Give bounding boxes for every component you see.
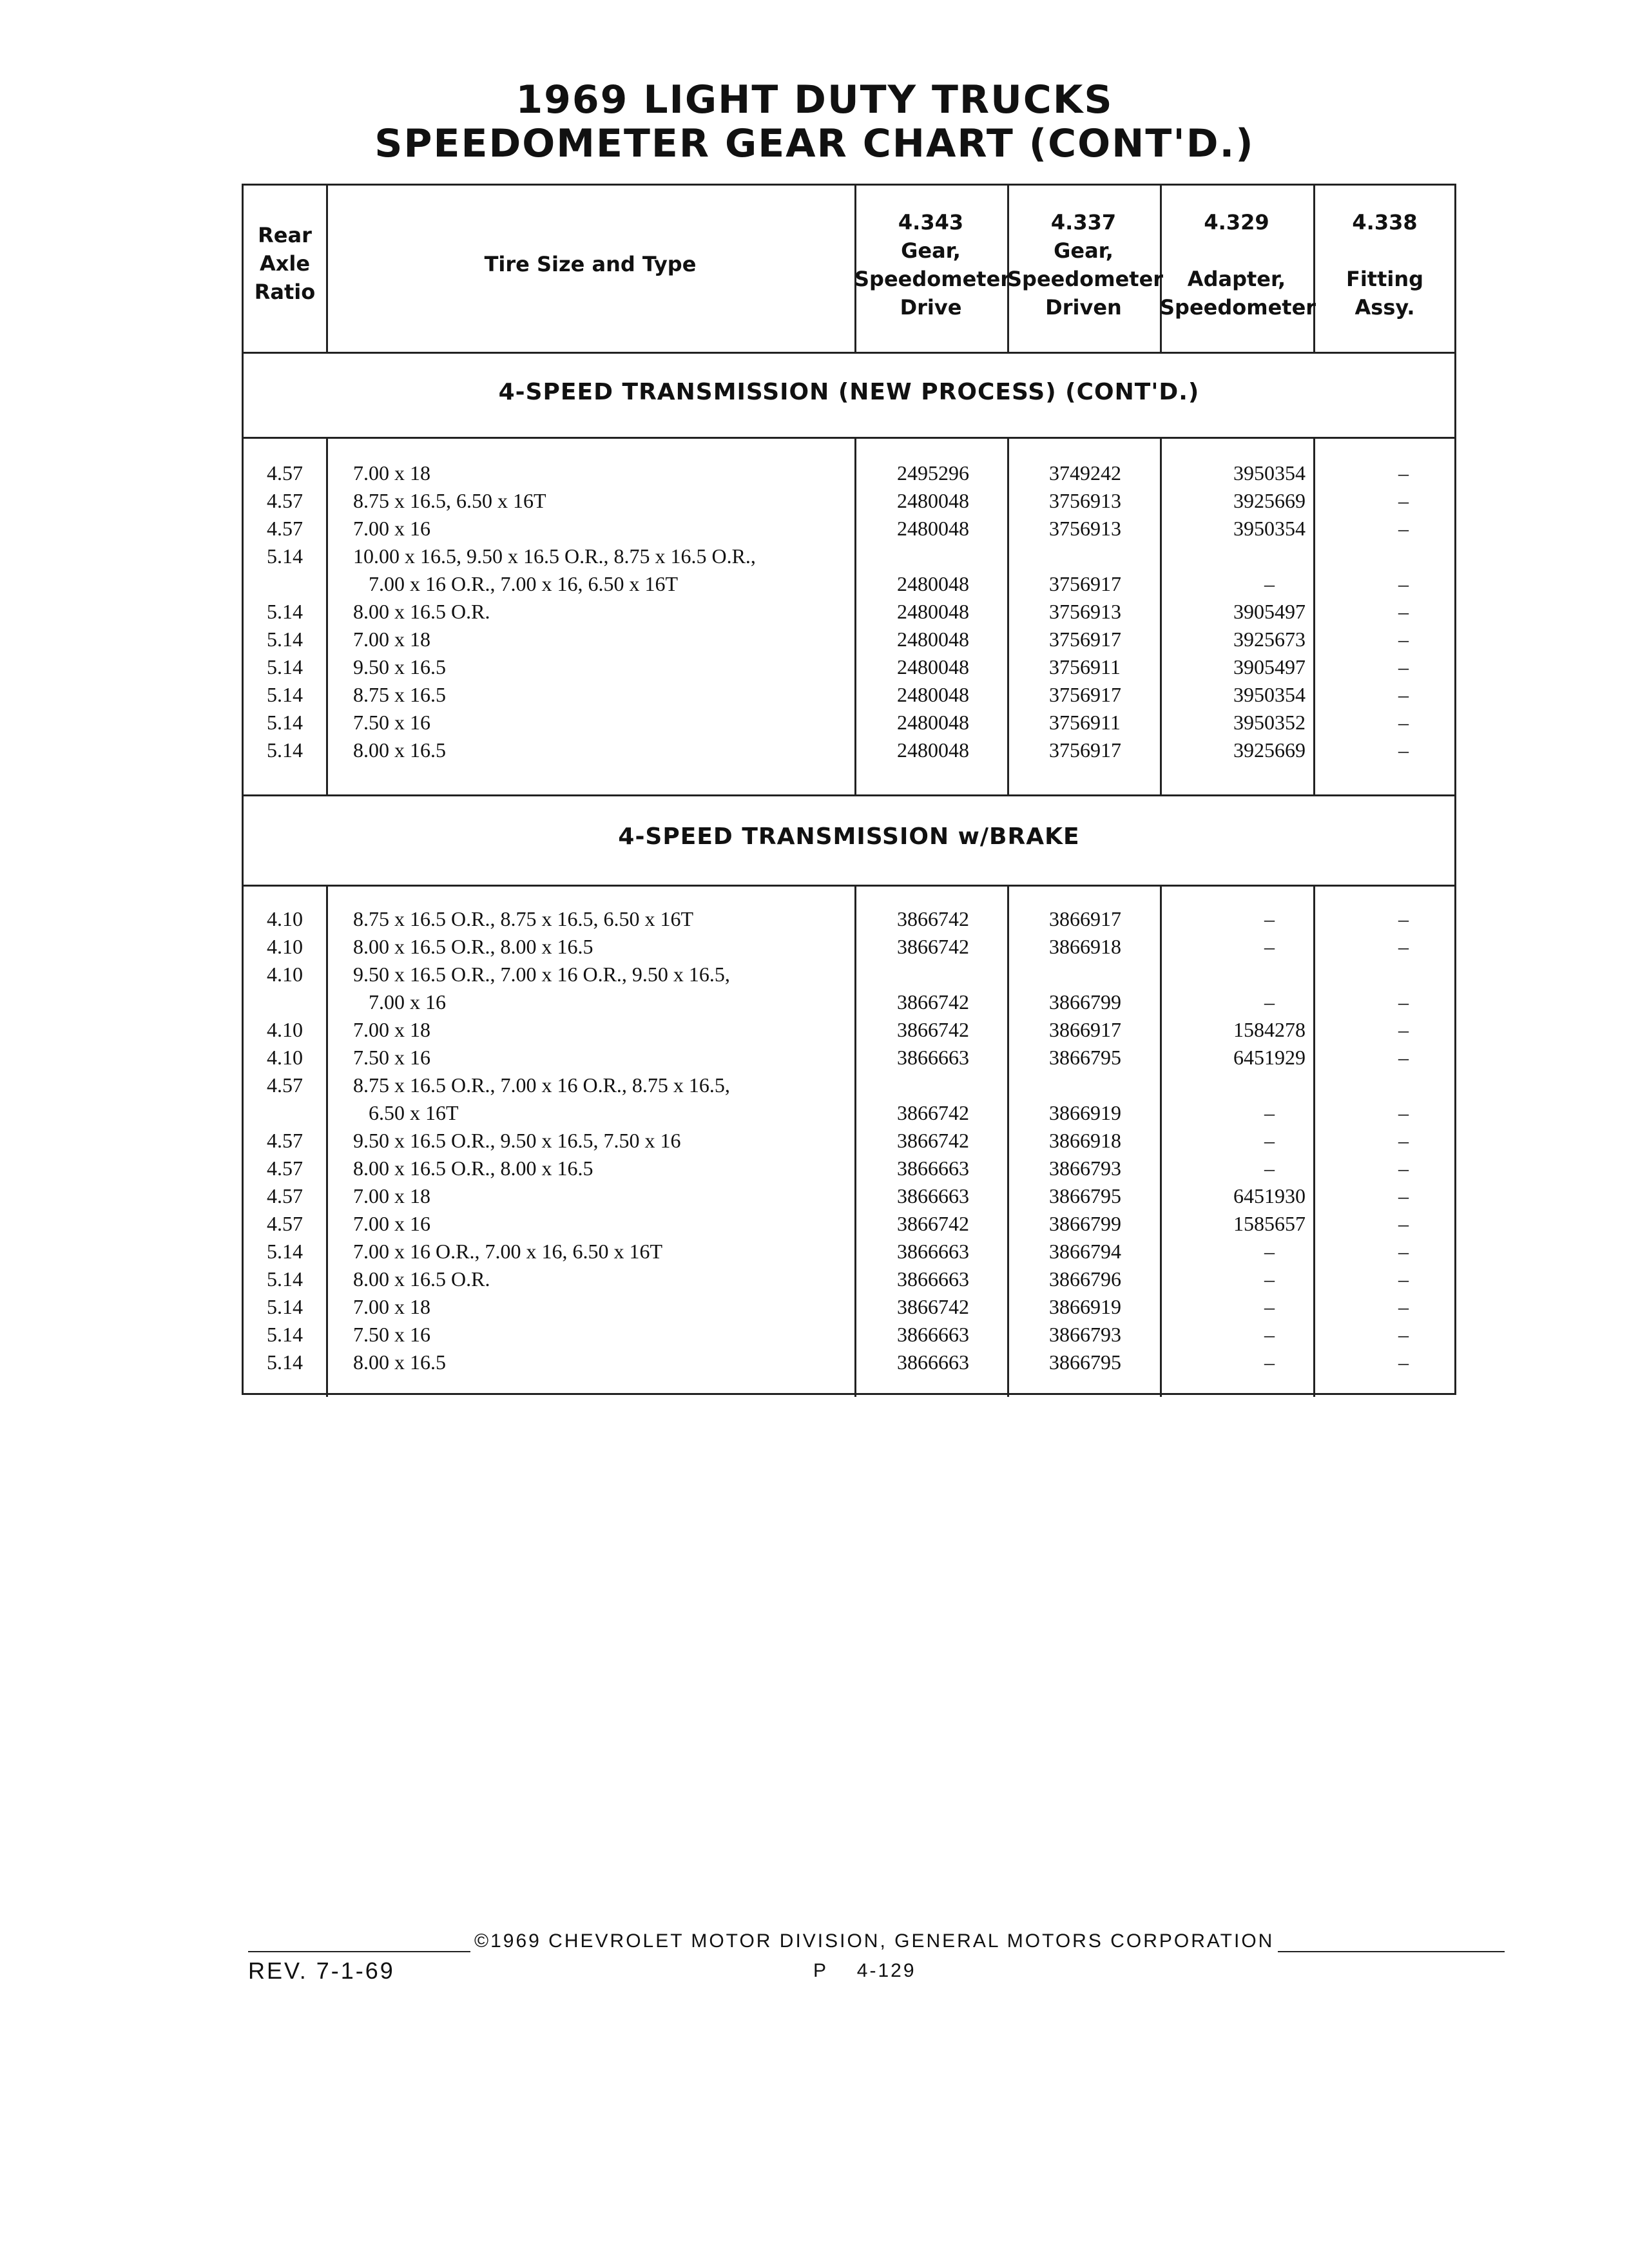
rear-axle-ratio-cell: 4.10 [267,935,303,958]
drive-gear-cell: 2480048 [897,489,969,512]
driven-gear-cell: 3756913 [1049,489,1121,512]
drive-gear-cell: 2480048 [897,572,969,595]
label-driven: Gear, Speedometer Driven [1007,238,1164,320]
rear-axle-ratio-cell: 5.14 [267,1295,303,1318]
driven-gear-cell: 3866799 [1049,1212,1121,1235]
adapter-cell: 3905497 [1233,655,1306,678]
drive-gear-cell: 3866742 [897,1212,969,1235]
drive-gear-cell: 3866742 [897,907,969,930]
tire-size-cell: 7.00 x 18 [353,628,430,651]
tire-size-cell: 7.50 x 16 [353,1046,430,1069]
table-row [244,1016,1454,1044]
fitting-cell: – [1398,1101,1409,1124]
drive-gear-cell: 3866742 [897,1101,969,1124]
driven-gear-cell: 3749242 [1049,461,1121,485]
fitting-cell: – [1398,655,1409,678]
rear-axle-ratio-cell: 5.14 [267,544,303,568]
table-row [244,736,1454,764]
table-row [244,487,1454,515]
adapter-cell: 3950352 [1233,711,1306,734]
tire-size-cell: 8.00 x 16.5 O.R. [353,1267,490,1291]
rear-axle-ratio-cell: 4.57 [267,1212,303,1235]
table-row [244,1321,1454,1349]
drive-gear-cell: 2480048 [897,655,969,678]
drive-gear-cell: 3866742 [897,1295,969,1318]
tire-size-cell: 8.00 x 16.5 [353,1350,446,1374]
drive-gear-cell: 2480048 [897,600,969,623]
page-title-line-2: SPEEDOMETER GEAR CHART (CONT'D.) [374,121,1255,166]
driven-gear-cell: 3756911 [1049,655,1121,678]
fitting-cell: – [1398,907,1409,930]
table-row [244,598,1454,626]
driven-gear-cell: 3756917 [1049,572,1121,595]
header-tire-size: Tire Size and Type [484,252,697,276]
rear-axle-ratio-cell: 5.14 [267,655,303,678]
rear-axle-ratio-cell: 5.14 [267,1267,303,1291]
section-title: 4-SPEED TRANSMISSION w/BRAKE [618,823,1080,850]
adapter-cell: 3950354 [1233,461,1306,485]
adapter-cell: – [1264,1295,1275,1318]
drive-gear-cell: 3866742 [897,990,969,1014]
part-number-drive: 4.343 [898,210,964,235]
table-row [244,1293,1454,1321]
drive-gear-cell: 2480048 [897,683,969,706]
table-row [244,543,1454,598]
drive-gear-cell: 3866742 [897,1129,969,1152]
table-row [244,1349,1454,1376]
header-speedometer-driven [1007,208,1164,322]
section-rows-with-brake [244,905,1454,1376]
label-fitting: Fitting Assy. [1345,267,1424,320]
page-number: P 4-129 [813,1960,916,1981]
tire-size-cell: 8.00 x 16.5 O.R. [353,600,490,623]
tire-size-cell: 9.50 x 16.5 O.R., 7.00 x 16 O.R., 9.50 x 16.5, 7.00 x 16 [353,963,730,1014]
adapter-cell: 6451929 [1233,1046,1306,1069]
fitting-cell: – [1398,517,1409,540]
driven-gear-cell: 3756917 [1049,738,1121,762]
rear-axle-ratio-cell: 4.57 [267,1157,303,1180]
adapter-cell: – [1264,1101,1275,1124]
row-divider [244,794,1454,796]
tire-size-cell: 7.00 x 18 [353,461,430,485]
drive-gear-cell: 3866663 [897,1240,969,1263]
adapter-cell: – [1264,1323,1275,1346]
table-row [244,515,1454,543]
rear-axle-ratio-cell: 5.14 [267,600,303,623]
adapter-cell: – [1264,1157,1275,1180]
table-row [244,459,1454,487]
tire-size-cell: 8.75 x 16.5 O.R., 7.00 x 16 O.R., 8.75 x 16.5, 6.50 x 16T [353,1073,730,1124]
tire-size-cell: 8.75 x 16.5 O.R., 8.75 x 16.5, 6.50 x 16T [353,907,693,930]
tire-size-cell: 9.50 x 16.5 [353,655,446,678]
drive-gear-cell: 3866663 [897,1046,969,1069]
drive-gear-cell: 2480048 [897,738,969,762]
driven-gear-cell: 3756913 [1049,600,1121,623]
rear-axle-ratio-cell: 5.14 [267,1240,303,1263]
rear-axle-ratio-cell: 4.10 [267,1046,303,1069]
fitting-cell: – [1398,990,1409,1014]
fitting-cell: – [1398,1018,1409,1041]
table-row [244,961,1454,1016]
fitting-cell: – [1398,1240,1409,1263]
rear-axle-ratio-cell: 4.10 [267,1018,303,1041]
fitting-cell: – [1398,1212,1409,1235]
rear-axle-ratio-cell: 4.57 [267,489,303,512]
driven-gear-cell: 3866795 [1049,1350,1121,1374]
adapter-cell: – [1264,935,1275,958]
adapter-cell: 3905497 [1233,600,1306,623]
rear-axle-ratio-cell: 4.57 [267,1073,303,1097]
revision-date: REV. 7-1-69 [248,1957,395,1984]
fitting-cell: – [1398,1157,1409,1180]
table-row [244,1155,1454,1182]
adapter-cell: – [1264,990,1275,1014]
part-number-fitting: 4.338 [1352,210,1418,235]
driven-gear-cell: 3866918 [1049,1129,1121,1152]
table-row [244,653,1454,681]
fitting-cell: – [1398,1129,1409,1152]
drive-gear-cell: 3866663 [897,1350,969,1374]
label-adapter: Adapter, Speedometer [1160,267,1316,320]
driven-gear-cell: 3756913 [1049,517,1121,540]
tire-size-cell: 10.00 x 16.5, 9.50 x 16.5 O.R., 8.75 x 16.5 O.R., 7.00 x 16 O.R., 7.00 x 16, 6.50 x 16T [353,544,756,595]
fitting-cell: – [1398,461,1409,485]
drive-gear-cell: 3866742 [897,935,969,958]
tire-size-cell: 8.00 x 16.5 [353,738,446,762]
rear-axle-ratio-cell: 4.10 [267,963,303,986]
fitting-cell: – [1398,1295,1409,1318]
adapter-cell: 3925669 [1233,738,1306,762]
rear-axle-ratio-cell: 5.14 [267,1350,303,1374]
driven-gear-cell: 3866793 [1049,1157,1121,1180]
driven-gear-cell: 3866799 [1049,990,1121,1014]
copyright-notice: ©1969 CHEVROLET MOTOR DIVISION, GENERAL MOTORS CORPORATION [470,1930,1278,1952]
fitting-cell: – [1398,1323,1409,1346]
table-row [244,1044,1454,1072]
table-row [244,1210,1454,1238]
table-row [244,933,1454,961]
tire-size-cell: 9.50 x 16.5 O.R., 9.50 x 16.5, 7.50 x 16 [353,1129,681,1152]
rear-axle-ratio-cell: 4.57 [267,461,303,485]
drive-gear-cell: 3866663 [897,1267,969,1291]
drive-gear-cell: 3866742 [897,1018,969,1041]
page-title-line-1: 1969 LIGHT DUTY TRUCKS [516,77,1113,122]
adapter-cell: – [1264,572,1275,595]
adapter-cell: 1584278 [1233,1018,1306,1041]
tire-size-cell: 8.00 x 16.5 O.R., 8.00 x 16.5 [353,1157,593,1180]
row-divider [244,885,1454,887]
drive-gear-cell: 2480048 [897,628,969,651]
table-row [244,681,1454,709]
row-divider [244,352,1454,354]
tire-size-cell: 7.00 x 16 [353,517,430,540]
adapter-cell: – [1264,907,1275,930]
fitting-cell: – [1398,1184,1409,1207]
fitting-cell: – [1398,600,1409,623]
label-drive: Gear, Speedometer Drive [854,238,1011,320]
adapter-cell: 3925673 [1233,628,1306,651]
rear-axle-ratio-cell: 5.14 [267,738,303,762]
row-divider [244,437,1454,439]
header-rear-axle-ratio: Rear Axle Ratio [254,223,316,304]
fitting-cell: – [1398,489,1409,512]
driven-gear-cell: 3866917 [1049,907,1121,930]
driven-gear-cell: 3866796 [1049,1267,1121,1291]
header-speedometer-drive [854,208,1011,322]
header-speedometer-adapter [1160,208,1316,322]
adapter-cell: 3950354 [1233,683,1306,706]
fitting-cell: – [1398,711,1409,734]
tire-size-cell: 7.00 x 18 [353,1184,430,1207]
fitting-cell: – [1398,738,1409,762]
rear-axle-ratio-cell: 5.14 [267,683,303,706]
driven-gear-cell: 3866794 [1049,1240,1121,1263]
tire-size-cell: 7.50 x 16 [353,1323,430,1346]
tire-size-cell: 7.00 x 16 [353,1212,430,1235]
driven-gear-cell: 3866793 [1049,1323,1121,1346]
driven-gear-cell: 3866918 [1049,935,1121,958]
rear-axle-ratio-cell: 4.10 [267,907,303,930]
section-rows-new-process [244,459,1454,764]
rear-axle-ratio-cell: 5.14 [267,711,303,734]
fitting-cell: – [1398,572,1409,595]
fitting-cell: – [1398,628,1409,651]
tire-size-cell: 7.00 x 16 O.R., 7.00 x 16, 6.50 x 16T [353,1240,662,1263]
adapter-cell: – [1264,1129,1275,1152]
tire-size-cell: 8.75 x 16.5 [353,683,446,706]
table-row [244,1238,1454,1265]
tire-size-cell: 8.00 x 16.5 O.R., 8.00 x 16.5 [353,935,593,958]
section-title: 4-SPEED TRANSMISSION (NEW PROCESS) (CONT'D.) [498,379,1200,405]
drive-gear-cell: 3866663 [897,1184,969,1207]
rear-axle-ratio-cell: 4.57 [267,1184,303,1207]
adapter-cell: – [1264,1240,1275,1263]
adapter-cell: 3950354 [1233,517,1306,540]
tire-size-cell: 8.75 x 16.5, 6.50 x 16T [353,489,546,512]
drive-gear-cell: 2495296 [897,461,969,485]
table-row [244,1072,1454,1127]
adapter-cell: – [1264,1350,1275,1374]
table-row [244,1182,1454,1210]
part-number-adapter: 4.329 [1204,210,1269,235]
tire-size-cell: 7.00 x 18 [353,1018,430,1041]
driven-gear-cell: 3866795 [1049,1184,1121,1207]
header-fitting-assy [1313,208,1456,322]
driven-gear-cell: 3756917 [1049,683,1121,706]
rear-axle-ratio-cell: 4.57 [267,1129,303,1152]
drive-gear-cell: 2480048 [897,711,969,734]
table-row [244,626,1454,653]
adapter-cell: 6451930 [1233,1184,1306,1207]
rear-axle-ratio-cell: 5.14 [267,1323,303,1346]
rear-axle-ratio-cell: 4.57 [267,517,303,540]
part-number-driven: 4.337 [1050,210,1117,235]
drive-gear-cell: 3866663 [897,1323,969,1346]
speedometer-gear-chart [242,184,1456,1395]
driven-gear-cell: 3756917 [1049,628,1121,651]
driven-gear-cell: 3756911 [1049,711,1121,734]
fitting-cell: – [1398,683,1409,706]
adapter-cell: 3925669 [1233,489,1306,512]
fitting-cell: – [1398,935,1409,958]
driven-gear-cell: 3866919 [1049,1101,1121,1124]
tire-size-cell: 7.50 x 16 [353,711,430,734]
adapter-cell: 1585657 [1233,1212,1306,1235]
driven-gear-cell: 3866919 [1049,1295,1121,1318]
adapter-cell: – [1264,1267,1275,1291]
table-row [244,905,1454,933]
rear-axle-ratio-cell: 5.14 [267,628,303,651]
table-row [244,1127,1454,1155]
table-row [244,709,1454,736]
fitting-cell: – [1398,1046,1409,1069]
drive-gear-cell: 2480048 [897,517,969,540]
drive-gear-cell: 3866663 [897,1157,969,1180]
table-row [244,1265,1454,1293]
fitting-cell: – [1398,1350,1409,1374]
driven-gear-cell: 3866917 [1049,1018,1121,1041]
driven-gear-cell: 3866795 [1049,1046,1121,1069]
tire-size-cell: 7.00 x 18 [353,1295,430,1318]
fitting-cell: – [1398,1267,1409,1291]
